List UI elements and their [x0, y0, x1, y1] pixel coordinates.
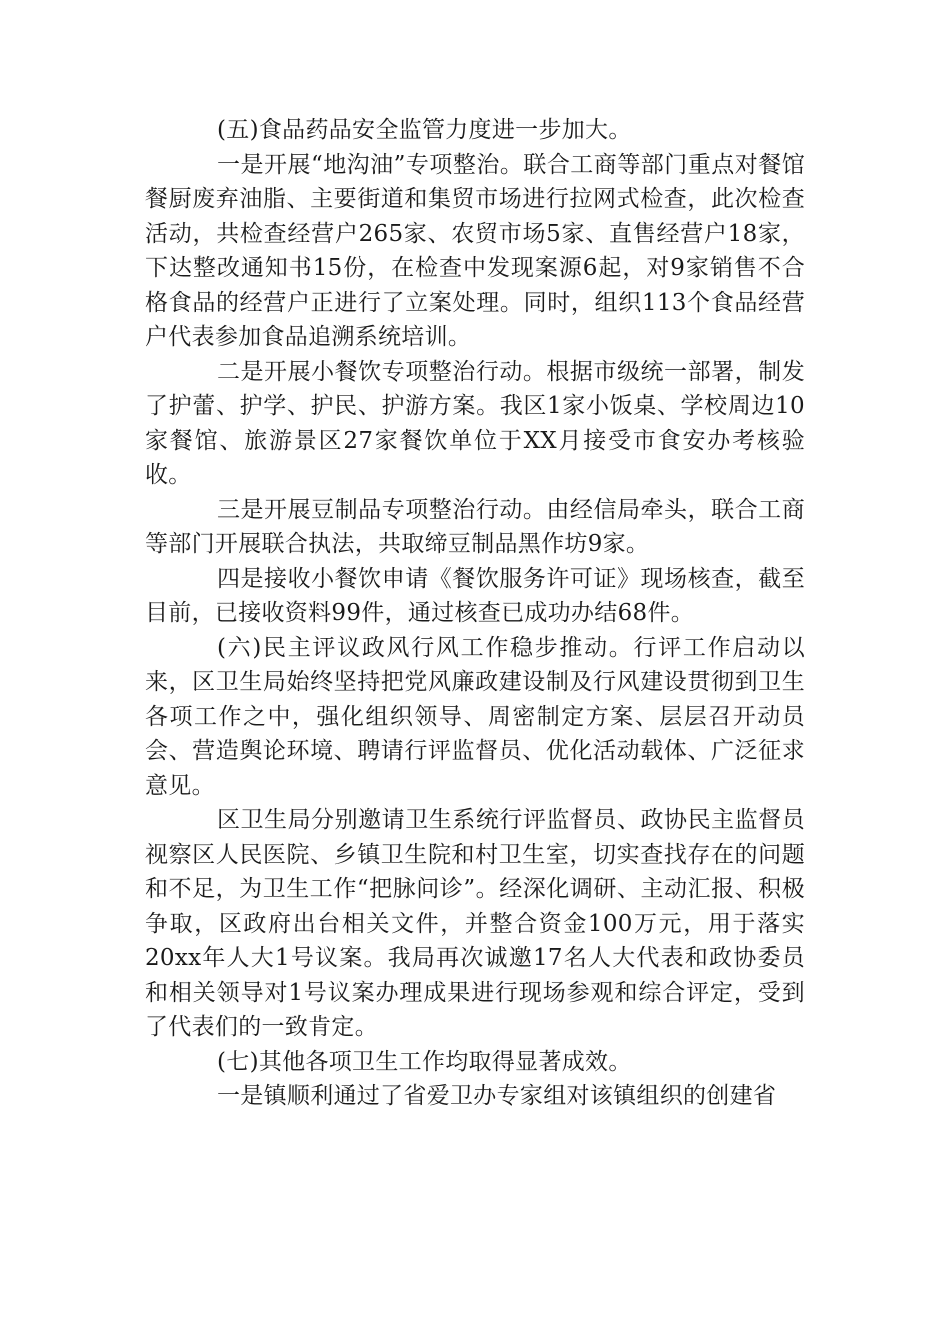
paragraph-license-check: 四是接收小餐饮申请《餐饮服务许可证》现场核查，截至目前，已接收资料99件，通过核查已成功办结68件。 — [145, 565, 805, 626]
paragraph-town-inspection: 一是镇顺利通过了省爱卫办专家组对该镇组织的创建省 — [217, 1083, 777, 1109]
paragraph-gutter-oil: 一是开展“地沟油”专项整治。联合工商等部门重点对餐馆餐厨废弃油脂、主要街道和集贸市场进行拉网式检查，此次检查活动，共检查经营户265家、农贸市场5家、直售经营户18家，下达整改通知书15份，在检查中发现案源6起，对9家销售不合格食品的经营户正进行了立案处理。同时，组织113个食品经营户代表参加食品追溯系统培训。 — [145, 151, 805, 350]
section-heading-6: (六)民主评议政风行风工作稳步推动。行评工作启动以来，区卫生局始终坚持把党风廉政建设制及行风建设贯彻到卫生各项工作之中，强化组织领导、周密制定方案、层层召开动员会、营造舆论环境、聘请行评监督员、优化活动载体、广泛征求意见。 — [145, 634, 805, 799]
paragraph-bean-products: 三是开展豆制品专项整治行动。由经信局牵头，联合工商等部门开展联合执法，共取缔豆制品黑作坊9家。 — [145, 496, 805, 557]
paragraph-small-catering: 二是开展小餐饮专项整治行动。根据市级统一部署，制发了护蕾、护学、护民、护游方案。我区1家小饭桌、学校周边10家餐馆、旅游景区27家餐饮单位于XX月接受市食安办考核验收。 — [145, 358, 805, 488]
paragraph-inspection: 区卫生局分别邀请卫生系统行评监督员、政协民主监督员视察区人民医院、乡镇卫生院和村卫生室，切实查找存在的问题和不足，为卫生工作“把脉问诊”。经深化调研、主动汇报、积极争取，区政府出台相关文件，并整合资金100万元，用于落实20xx年人大1号议案。我局再次诚邀17名人大代表和政协委员和相关领导对1号议案办理成果进行现场参观和综合评定，受到了代表们的一致肯定。 — [145, 807, 805, 1040]
section-heading-5: (五)食品药品安全监管力度进一步加大。 — [217, 117, 632, 143]
document-body — [145, 113, 805, 1114]
section-heading-7: (七)其他各项卫生工作均取得显著成效。 — [217, 1048, 632, 1075]
